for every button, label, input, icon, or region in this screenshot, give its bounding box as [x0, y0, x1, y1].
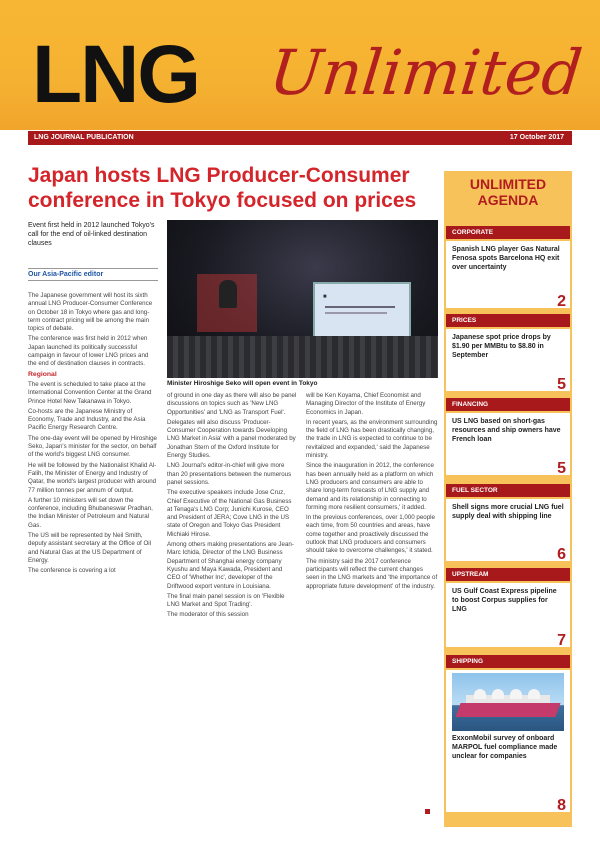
agenda-tag: CORPORATE [446, 226, 570, 239]
paragraph: Delegates will also discuss 'Producer-Consumer Cooperation towards Developing LNG Market in Asia' with a panel moderated by Jonathan Stern of the Oxford Institute for Energy Studies. [167, 418, 296, 460]
ship-tank [492, 689, 504, 699]
ship-tank [474, 689, 486, 699]
logo-unlimited: Unlimited [266, 36, 586, 109]
publication-name: LNG JOURNAL PUBLICATION [34, 134, 134, 141]
agenda-item-fuel-sector[interactable] [444, 484, 572, 562]
paragraph: The US will be represented by Neil Smith, deputy assistant secretary at the Office of Oil and Natural Gas at the US Department of Energy. [28, 532, 152, 564]
article-byline: Our Asia-Pacific editor [28, 268, 158, 281]
paragraph: The ministry said the 2017 conference participants will reflect the current changes seen in the LNG markets and 'the importance of appropriate future development' of the industry. [306, 557, 438, 590]
paragraph: The moderator of this session [167, 611, 249, 619]
paragraph: A further 10 ministers will set down the conference, including Bhubaneswar Pradhan, the Indian Minister of Petroleum and Natural Gas. [28, 496, 153, 529]
page-number: 5 [557, 376, 566, 393]
paragraph: The one-day event will be opened by Hiroshige Seko, Japan's minister for the sector, on behalf of the world's biggest LNG consumer. [28, 434, 157, 459]
paragraph: will be Ken Koyama, Chief Economist and Managing Director of the Institute of Energy Economics in Japan. [306, 392, 426, 416]
agenda-text: ExxonMobil survey of onboard MARPOL fuel compliance made unclear for companies [452, 735, 558, 760]
agenda-item-upstream[interactable] [444, 568, 572, 648]
ship-tank [510, 689, 522, 699]
agenda-teaser [446, 583, 570, 647]
agenda-item-corporate[interactable] [444, 226, 572, 310]
page-number: 5 [557, 460, 566, 477]
masthead [0, 0, 600, 130]
speaker-figure [219, 280, 237, 308]
publication-bar [28, 131, 572, 145]
page-number: 7 [557, 632, 566, 649]
article-deck: Event first held in 2012 launched Tokyo's call for the end of oil-linked destination clauses [28, 222, 155, 247]
end-of-article-mark [425, 809, 430, 814]
subhead-regional: Regional [28, 370, 57, 378]
agenda-title [444, 176, 572, 208]
screen-text-line: ■ [323, 294, 327, 300]
agenda-text: Shell signs more crucial LNG fuel supply deal with shipping line [452, 504, 564, 520]
paragraph: He will be followed by the Nationalist Khalid Al-Falih, the Minister of Energy and Industry of Qatar, the world's largest producer with around 77 million tonnes per annum of output. [28, 461, 157, 494]
agenda-tag: PRICES [446, 314, 570, 327]
paragraph: LNG Journal's editor-in-chief will give more than 20 presentations between the numerous panel sessions. [167, 462, 292, 486]
page-number: 2 [557, 293, 566, 310]
ship-tank [528, 689, 540, 699]
agenda-teaser [446, 670, 570, 812]
paragraph: of ground in one day as there will also be panel discussions on topics such as 'New LNG Opportunities' and 'LNG as Transport Fuel'. [167, 392, 297, 416]
article-column-1 [28, 292, 158, 578]
paragraph: The event is scheduled to take place at the International Convention Center at the Grand Prince Hotel New Takanawa in Tokyo. [28, 380, 152, 405]
photo-caption: Minister Hiroshige Seko will open event in Tokyo [167, 380, 318, 387]
agenda-item-prices[interactable] [444, 314, 572, 394]
agenda-teaser [446, 329, 570, 391]
paragraph: Co-hosts are the Japanese Ministry of Economy, Trade and Industry, and the Asia Pacific Energy Research Centre. [28, 407, 146, 432]
paragraph: The Japanese government will host its sixth annual LNG Producer-Consumer Conference on October 18 in Tokyo where gas and long-term contract pricing will be among the main topics of debate. [28, 292, 153, 333]
article-column-3 [306, 392, 438, 593]
agenda-tag: FUEL SECTOR [446, 484, 570, 497]
page-number: 8 [557, 797, 566, 814]
agenda-text: US LNG based on short-gas resources and ship owners have French loan [452, 418, 561, 443]
logo-lng: LNG [32, 29, 200, 120]
paragraph: Since the inauguration in 2012, the conference has been annually held as a platform on which LNG producers and consumers are able to share long-term forecasts of LNG supply and demand and its relationship in connecting to forming more resilient consumers,' it added. [306, 462, 434, 511]
agenda-teaser [446, 499, 570, 561]
presentation-screen [313, 282, 411, 342]
paragraph: In the previous conferences, over 1,000 people each time, from 50 countries and areas, have come together and proactively discussed the outlook that LNG producers and consumers should take to overcome challenges,' it stated. [306, 514, 435, 555]
article-column-2 [167, 392, 297, 622]
article-photo [167, 220, 438, 378]
screen-text-line [325, 312, 387, 314]
screen-text-line [325, 306, 395, 308]
agenda-text: Japanese spot price drops by $1.90 per MMBtu to $8.80 in September [452, 334, 551, 359]
agenda-tag: FINANCING [446, 398, 570, 411]
paragraph: Among others making presentations are Jean-Marc Ichida, Director of the LNG Business Department of Shanghai energy company Kyushu and Maya Kawada, President and CEO of 'Whether Inc', developer of the Driftwood export venture in Louisiana. [167, 541, 294, 590]
agenda-title-line: UNLIMITED [469, 176, 547, 192]
publication-date: 17 October 2017 [509, 134, 564, 141]
agenda-teaser [446, 413, 570, 475]
paragraph: The final main panel session is on 'Flexible LNG Market and Spot Trading'. [167, 592, 285, 609]
agenda-text: US Gulf Coast Express pipeline to boost Corpus supplies for LNG [452, 588, 557, 613]
agenda-text: Spanish LNG player Gas Natural Fenosa spots Barcelona HQ exit over uncertainty [452, 246, 560, 271]
lng-carrier-image [452, 673, 564, 731]
page-number: 6 [557, 546, 566, 563]
agenda-tag: SHIPPING [446, 655, 570, 668]
agenda-teaser [446, 241, 570, 308]
article-headline: Japan hosts LNG Producer-Consumer conference in Tokyo focused on prices [28, 164, 417, 212]
ship-hull [455, 703, 560, 717]
paragraph: The executive speakers include Jose Cruz, Chief Executive of the National Gas Business at Tenaga's LNG Corp; Junichi Kurose, CEO and President of JERA; Cove LNG in the US state of Oregon and Tokyo Gas President Michiaki Hirose. [167, 489, 292, 538]
audience [167, 336, 438, 378]
agenda-item-shipping[interactable] [444, 655, 572, 815]
agenda-item-financing[interactable] [444, 398, 572, 478]
paragraph: The conference is covering a lot [28, 567, 116, 575]
agenda-tag: UPSTREAM [446, 568, 570, 581]
agenda-title-line: AGENDA [477, 192, 539, 208]
paragraph: In recent years, as the environment surrounding the field of LNG has been drastically changing, the trade in LNG is expected to continue to be revitalized and expanded,' said the Japanese ministry. [306, 418, 438, 460]
paragraph: The conference was first held in 2012 when Japan launched its politically successful campaign in favour of lower LNG prices and the end of destination clauses in contracts. [28, 335, 149, 368]
